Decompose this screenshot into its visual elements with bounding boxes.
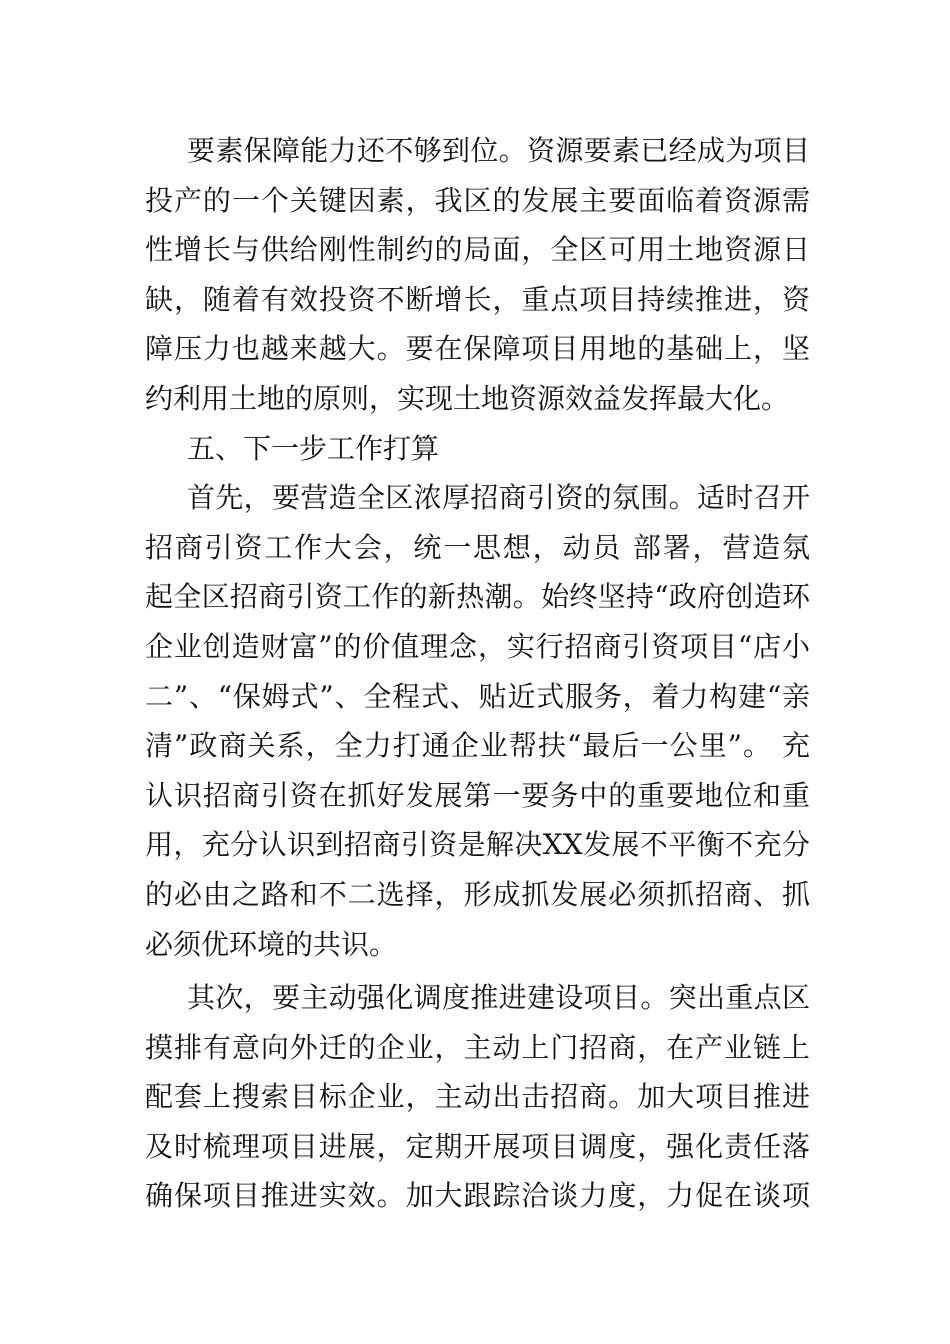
document-body bbox=[145, 126, 810, 1221]
text-line: 必须优环境的共识。 bbox=[145, 927, 398, 961]
text-line: 确保项目推进实效。加大跟踪洽谈力度，力促在谈项 bbox=[145, 1179, 810, 1213]
text-line: 二”、“保姆式”、全程式、贴近式服务，着力构建“亲 bbox=[145, 679, 810, 713]
heading-text: 五、下一步工作打算 bbox=[187, 431, 440, 465]
text-line: 摸排有意向外迁的企业，主动上门招商，在产业链上 bbox=[145, 1030, 810, 1064]
text-line: 首先，要营造全区浓厚招商引资的氛围。适时召开 bbox=[187, 481, 810, 515]
text-line: 配套上搜索目标企业，主动出击招商。加大项目推进 bbox=[145, 1080, 810, 1114]
text-line: 缺，随着有效投资不断增长，重点项目持续推进，资 bbox=[145, 282, 810, 316]
text-line: 障压力也越来越大。要在保障项目用地的基础上，坚 bbox=[145, 332, 810, 366]
text-line: 性增长与供给刚性制约的局面，全区可用土地资源日 bbox=[145, 233, 810, 267]
text-line: 企业创造财富”的价值理念，实行招商引资项目“店小 bbox=[145, 629, 810, 663]
text-line: 约利用土地的原则，实现土地资源效益发挥最大化。 bbox=[145, 381, 790, 415]
section-heading bbox=[145, 424, 810, 474]
text-line: 要素保障能力还不够到位。资源要素已经成为项目 bbox=[187, 134, 810, 167]
text-line: 用，充分认识到招商引资是解决XX发展不平衡不充分 bbox=[145, 828, 810, 862]
text-line: 其次，要主动强化调度推进建设项目。突出重点区 bbox=[187, 981, 810, 1015]
text-line: 招商引资工作大会，统一思想，动员 部署，营造氛 bbox=[145, 530, 810, 564]
text-line: 认识招商引资在抓好发展第一要务中的重要地位和重 bbox=[145, 778, 810, 812]
paragraph-project-scheduling bbox=[145, 973, 810, 1221]
paragraph-resource-guarantee bbox=[145, 126, 810, 424]
paragraph-investment-atmosphere bbox=[145, 473, 810, 969]
text-line: 及时梳理项目进展，定期开展项目调度，强化责任落 bbox=[145, 1129, 810, 1163]
text-line: 清”政商关系，全力打通企业帮扶“最后一公里”。 充 bbox=[145, 729, 810, 763]
text-line: 的必由之路和不二选择，形成抓发展必须抓招商、抓 bbox=[145, 877, 810, 911]
text-line: 起全区招商引资工作的新热潮。始终坚持“政府创造环 bbox=[145, 580, 810, 614]
text-line: 投产的一个关键因素，我区的发展主要面临着资源需 bbox=[145, 183, 810, 217]
